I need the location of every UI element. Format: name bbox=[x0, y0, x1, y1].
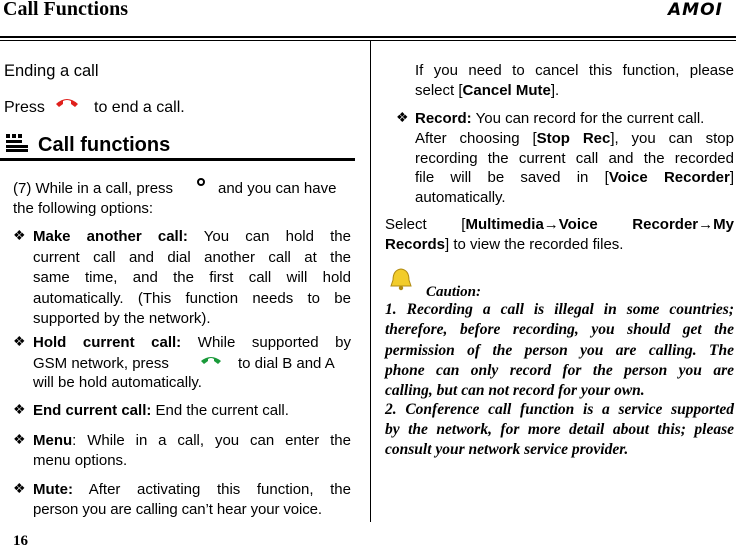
stop-rec-label: Stop Rec bbox=[536, 130, 611, 147]
caution-line-1: 1. Recording a call is illegal in some countries; bbox=[385, 301, 734, 318]
caution-line-4: phone can only record for the person you are bbox=[385, 362, 734, 379]
end-call-icon bbox=[54, 94, 80, 110]
mute-text: After activating this function, the bbox=[88, 481, 351, 498]
record-line-5: automatically. bbox=[415, 189, 506, 206]
phone-menu-icon bbox=[5, 133, 29, 153]
caution-line-5: calling, but can not record for your own. bbox=[385, 382, 645, 399]
cancel-pre: select [ bbox=[415, 82, 463, 99]
hold-call-line-3: will be hold automatically. bbox=[33, 374, 202, 391]
call-key-icon bbox=[199, 352, 223, 366]
hold-call-label: Hold current call: bbox=[33, 334, 182, 351]
menu-line-1 bbox=[33, 431, 351, 452]
caution-bell-icon bbox=[388, 266, 414, 292]
select-post: ] to view the recorded files. bbox=[445, 236, 624, 253]
header-rule bbox=[0, 36, 736, 38]
cancel-line-2 bbox=[415, 81, 559, 102]
record-line-1 bbox=[415, 109, 704, 130]
make-call-line-3: same time, and the first call will hold bbox=[33, 269, 351, 286]
select-records: Records bbox=[385, 236, 446, 253]
section-heading: Call functions bbox=[38, 134, 171, 156]
make-call-label: Make another call: bbox=[33, 228, 188, 245]
hold-call-line-1 bbox=[33, 333, 351, 354]
caution-line-8: consult your network service provider. bbox=[385, 441, 629, 458]
record-pre: After choosing [ bbox=[415, 130, 537, 147]
page-number: 16 bbox=[13, 533, 28, 549]
menu-label: Menu bbox=[33, 432, 73, 449]
record-line-4 bbox=[415, 168, 734, 189]
make-call-line-1 bbox=[33, 227, 351, 248]
press-word: Press bbox=[4, 99, 45, 116]
select-line-2 bbox=[385, 235, 623, 256]
end-call-label: End current call: bbox=[33, 402, 152, 419]
press-rest: to end a call. bbox=[94, 99, 185, 116]
page-header-title: Call Functions bbox=[3, 0, 129, 20]
bullet-icon: ❖ bbox=[13, 480, 26, 496]
caution-line-7: by the network, for more detail about this; please bbox=[385, 421, 734, 438]
bullet-icon: ❖ bbox=[13, 333, 26, 349]
mute-label: Mute: bbox=[33, 481, 73, 498]
bullet-icon: ❖ bbox=[13, 227, 26, 243]
key-circle-icon bbox=[196, 177, 206, 187]
bullet-icon: ❖ bbox=[13, 401, 26, 417]
make-call-line-4: automatically. (This function needs to be bbox=[33, 290, 351, 307]
record-line-2 bbox=[415, 129, 734, 150]
mute-line-2: person you are calling can’t hear your voice. bbox=[33, 501, 322, 518]
caution-line-2: therefore, before recording, you should get the bbox=[385, 321, 734, 338]
record-text: You can record for the current call. bbox=[475, 110, 705, 127]
end-call-line bbox=[33, 401, 289, 422]
record-label: Record: bbox=[415, 110, 472, 127]
ending-heading: Ending a call bbox=[4, 62, 99, 80]
cancel-mute-label: Cancel Mute bbox=[462, 82, 551, 99]
menu-line-2: menu options. bbox=[33, 452, 128, 469]
caution-label: Caution: bbox=[426, 284, 482, 300]
select-pre: Select [ bbox=[385, 216, 466, 233]
section-rule bbox=[0, 158, 355, 161]
intro-line-2: the following options: bbox=[13, 200, 154, 217]
record-post: ], you can stop bbox=[610, 130, 734, 147]
brand-logo: AMOI bbox=[668, 0, 723, 20]
cancel-post: ]. bbox=[550, 82, 560, 99]
make-call-text: You can hold the bbox=[203, 228, 351, 245]
make-call-line-5: supported by the network). bbox=[33, 310, 211, 327]
hold-call-line-2b: to dial B and A bbox=[238, 355, 335, 372]
column-separator bbox=[370, 41, 371, 522]
end-call-text: End the current call. bbox=[155, 402, 289, 419]
press-end-line bbox=[4, 97, 45, 118]
caution-line-3: permission of the person you are calling. The bbox=[385, 342, 734, 359]
record-saved-post: ] bbox=[729, 169, 734, 186]
hold-call-text: While supported by bbox=[197, 334, 352, 351]
intro-line-1a: (7) While in a call, press bbox=[13, 180, 174, 197]
record-saved-pre: file will be saved in [ bbox=[415, 169, 609, 186]
select-line-1 bbox=[385, 215, 734, 236]
hold-call-line-2a: GSM network, press bbox=[33, 355, 169, 372]
select-path: Multimedia→Voice Recorder→My bbox=[465, 216, 734, 233]
intro-line-1b: and you can have bbox=[218, 180, 337, 197]
caution-line-6: 2. Conference call function is a service supported bbox=[385, 401, 734, 418]
bullet-icon: ❖ bbox=[13, 431, 26, 447]
bullet-icon: ❖ bbox=[396, 109, 409, 125]
cancel-line-1: If you need to cancel this function, please bbox=[415, 62, 734, 79]
record-line-3: recording the current call and the recorded bbox=[415, 150, 734, 167]
voice-recorder-label: Voice Recorder bbox=[608, 169, 730, 186]
mute-line-1 bbox=[33, 480, 351, 501]
header-rule-thin bbox=[0, 40, 736, 41]
menu-text: : While in a call, you can enter the bbox=[72, 432, 351, 449]
make-call-line-2: current call and dial another call at the bbox=[33, 249, 351, 266]
